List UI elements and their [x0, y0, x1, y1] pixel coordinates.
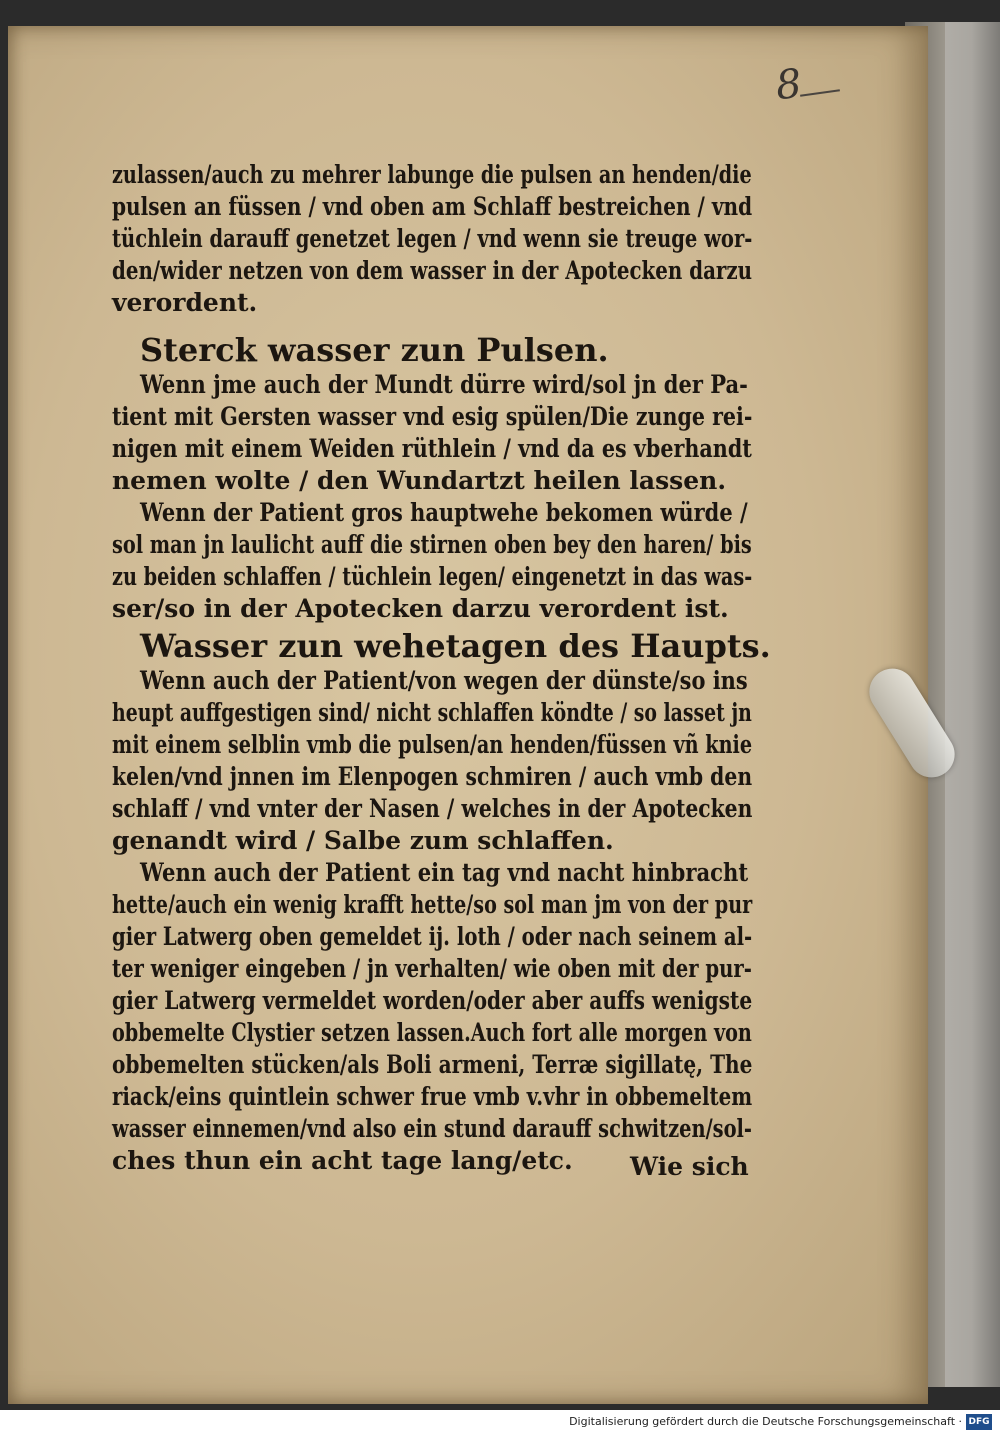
text-line: tüchlein darauff genetzet legen / vnd wenn sie treuge wor-	[112, 224, 753, 253]
text-line: nemen wolte / den Wundartzt heilen lassen.	[112, 466, 727, 495]
text-line: den/wider netzen von dem wasser in der Apotecken darzu	[112, 256, 753, 285]
footer-bar	[0, 1410, 1000, 1436]
text-line: Wenn auch der Patient/von wegen der dünste/so ins	[140, 666, 748, 695]
text-line: ser/so in der Apotecken darzu verordent ist.	[112, 594, 729, 623]
text-line: kelen/vnd jnnen im Elenpogen schmiren / auch vmb den	[112, 762, 753, 791]
text-line: riack/eins quintlein schwer frue vmb v.vhr in obbemeltem	[112, 1082, 753, 1111]
text-line: Wenn jme auch der Mundt dürre wird/sol jn der Pa-	[140, 370, 748, 399]
text-line: obbemelte Clystier setzen lassen.Auch fort alle morgen von	[112, 1018, 752, 1047]
text-line: schlaff / vnd vnter der Nasen / welches in der Apotecken	[112, 794, 753, 823]
text-line: Wenn der Patient gros hauptwehe bekomen würde /	[140, 498, 748, 527]
dfg-logo: DFG	[966, 1414, 992, 1430]
catchword: Wie sich	[630, 1152, 749, 1181]
funding-credit: Digitalisierung gefördert durch die Deutsche Forschungsgemeinschaft ·	[569, 1415, 962, 1428]
text-line: zu beiden schlaffen / tüchlein legen/ eingenetzt in das was-	[112, 562, 753, 591]
text-line: obbemelten stücken/als Boli armeni, Terræ sigillatę, The	[112, 1050, 753, 1079]
text-line: genandt wird / Salbe zum schlaffen.	[112, 826, 614, 855]
folio-number: 8	[773, 60, 804, 110]
text-line: gier Latwerg oben gemeldet ij. loth / oder nach seinem al-	[112, 922, 753, 951]
text-line: zulassen/auch zu mehrer labunge die pulsen an henden/die	[112, 160, 752, 189]
text-line: verordent.	[112, 288, 258, 317]
text-line: ches thun ein acht tage lang/etc.	[112, 1146, 573, 1175]
text-line: wasser einnemen/vnd also ein stund darauff schwitzen/sol-	[112, 1114, 752, 1143]
text-line: tient mit Gersten wasser vnd esig spülen/Die zunge rei-	[112, 402, 753, 431]
text-line: nigen mit einem Weiden rüthlein / vnd da es vberhandt	[112, 434, 752, 463]
section-heading: Wasser zun wehetagen des Haupts.	[140, 627, 771, 665]
text-line: Wenn auch der Patient ein tag vnd nacht hinbracht	[140, 858, 749, 887]
text-line: mit einem selblin vmb die pulsen/an henden/füssen vñ knie	[112, 730, 753, 759]
text-line: pulsen an füssen / vnd oben am Schlaff bestreichen / vnd	[112, 192, 753, 221]
text-line: heupt auffgestigen sind/ nicht schlaffen köndte / so lasset jn	[112, 698, 752, 727]
text-line: gier Latwerg vermeldet worden/oder aber auffs wenigste	[112, 986, 753, 1015]
text-line: hette/auch ein wenig krafft hette/so sol man jm von der pur	[112, 890, 753, 919]
section-heading: Sterck wasser zun Pulsen.	[140, 331, 609, 369]
text-line: sol man jn laulicht auff die stirnen oben bey den haren/ bis	[112, 530, 752, 559]
text-line: ter weniger eingeben / jn verhalten/ wie oben mit der pur-	[112, 954, 752, 983]
